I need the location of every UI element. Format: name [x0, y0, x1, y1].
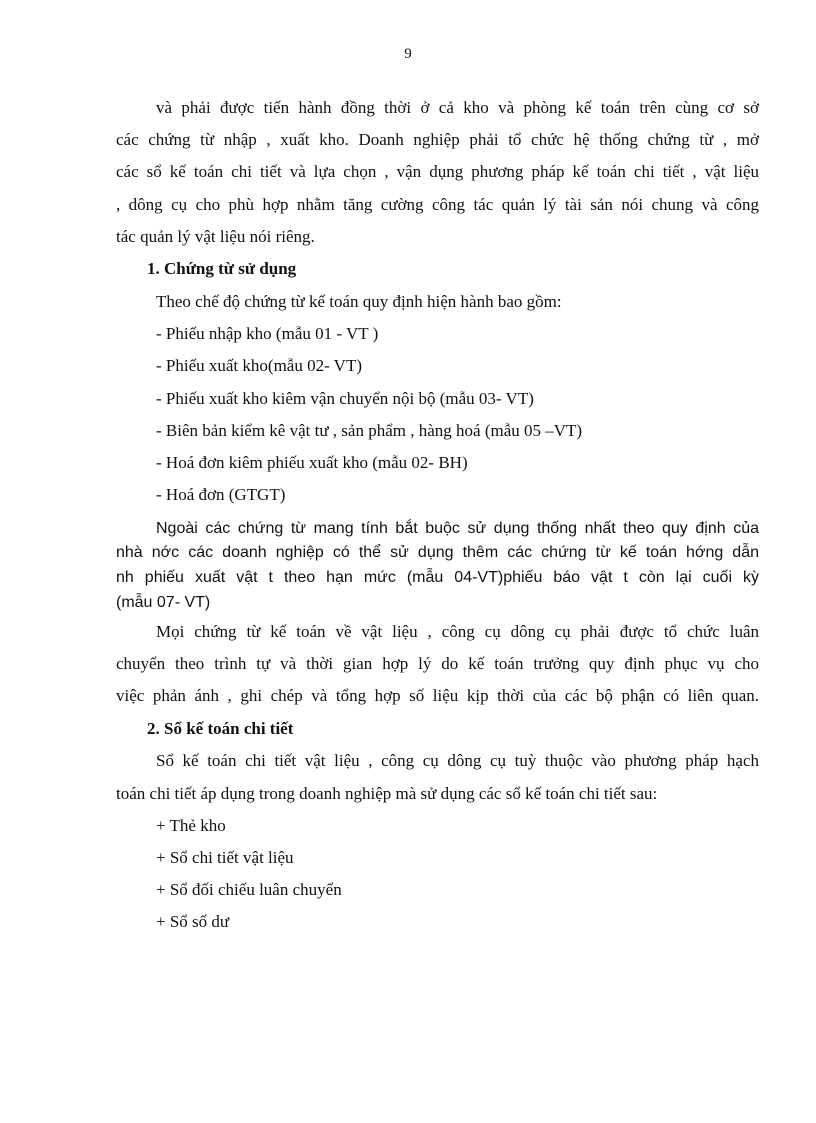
paragraph-1-line: các chứng từ nhập , xuất kho. Doanh nghiệp phải tổ chức hệ thống chứng từ , mở [116, 130, 759, 149]
section-heading-2: 2. Sổ kế toán chi tiết [147, 719, 294, 738]
document-list-item: - Phiếu xuất kho kiêm vận chuyển nội bộ (mẫu 03- VT) [156, 389, 534, 408]
document-list-item: - Hoá đơn (GTGT) [156, 485, 286, 504]
paragraph-4-line: toán chi tiết áp dụng trong doanh nghiệp mà sử dụng các sổ kế toán chi tiết sau: [116, 784, 658, 803]
paragraph-1-line: các sổ kế toán chi tiết và lựa chọn , vận dụng phương pháp kế toán chi tiết , vật liệu [116, 162, 759, 181]
book-list-item: + Sổ đối chiếu luân chuyển [156, 880, 342, 899]
paragraph-2-line: (mẫu 07- VT) [116, 594, 211, 611]
paragraph-3-line: chuyển theo trình tự và thời gian hợp lý do kế toán trưởng quy định phục vụ cho [116, 654, 759, 673]
paragraph-3-line: việc phản ánh , ghi chép và tổng hợp số liệu kịp thời của các bộ phận có liên quan. [116, 686, 759, 705]
paragraph-1-line: , dông cụ cho phù hợp nhằm tăng cường công tác quản lý tài sản nói chung và công [116, 195, 759, 214]
document-list-item: - Phiếu nhập kho (mẫu 01 - VT ) [156, 324, 379, 343]
paragraph-2-line: nh phiếu xuất vật t theo hạn mức (mẫu 04-VT)phiếu báo vật t còn lại cuối kỳ [116, 569, 759, 586]
page-number: 9 [404, 46, 412, 62]
paragraph-1-line: tác quản lý vật liệu nói riêng. [116, 227, 315, 246]
book-list-item: + Sổ số dư [156, 912, 230, 931]
paragraph-1-line: và phải được tiến hành đồng thời ở cả kho và phòng kế toán trên cùng cơ sở [156, 98, 759, 117]
paragraph-2-line: nhà nớc các doanh nghiệp có thể sử dụng thêm các chứng từ kế toán hớng dẫn [116, 544, 759, 561]
intro-text: Theo chế độ chứng từ kế toán quy định hiện hành bao gồm: [156, 292, 562, 311]
document-list-item: - Phiếu xuất kho(mẫu 02- VT) [156, 356, 363, 375]
paragraph-2-line: Ngoài các chứng từ mang tính bắt buộc sử dụng thống nhất theo quy định của [156, 520, 759, 537]
book-list-item: + Thẻ kho [156, 816, 226, 835]
document-list-item: - Hoá đơn kiêm phiếu xuất kho (mẫu 02- BH) [156, 453, 468, 472]
book-list-item: + Sổ chi tiết vật liệu [156, 848, 294, 867]
section-heading-1: 1. Chứng từ sử dụng [147, 259, 297, 278]
paragraph-3-line: Mọi chứng từ kế toán về vật liệu , công cụ dông cụ phải được tổ chức luân [156, 622, 759, 641]
document-list-item: - Biên bản kiểm kê vật tư , sản phẩm , hàng hoá (mẫu 05 –VT) [156, 421, 583, 440]
paragraph-4-line: Sổ kế toán chi tiết vật liệu , công cụ dông cụ tuỳ thuộc vào phương pháp hạch [156, 751, 759, 770]
